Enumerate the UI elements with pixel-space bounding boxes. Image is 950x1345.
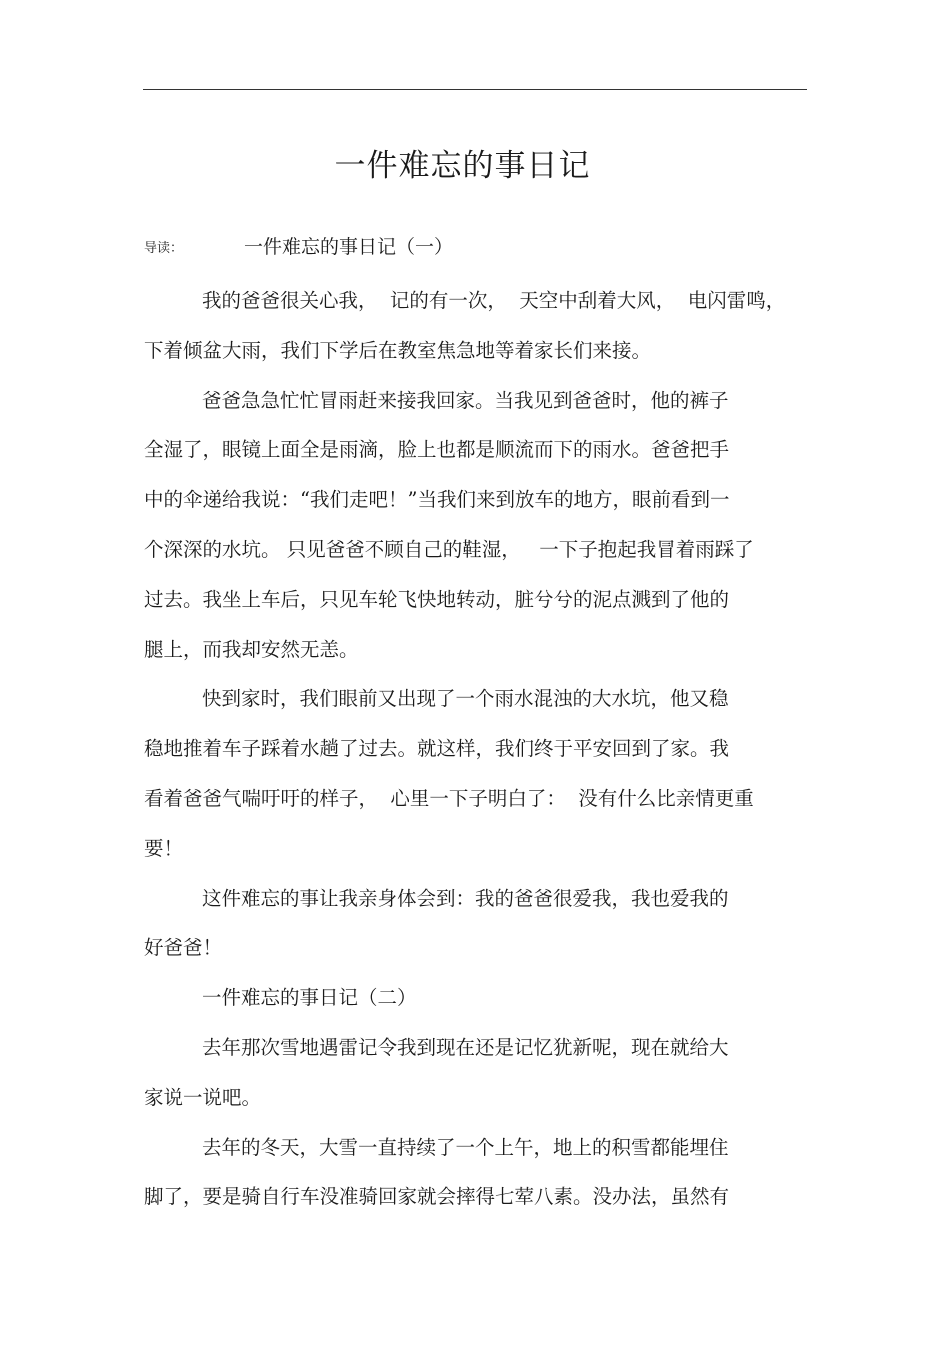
text-line: 要！ (144, 836, 184, 860)
text-line: 看着爸爸气喘吁吁的样子， 心里一下子明白了： 没有什么比亲情更重 (144, 786, 754, 810)
text-line: 去年的冬天，大雪一直持续了一个上午，地上的积雪都能埋住 (202, 1135, 729, 1159)
text-line: 脚了，要是骑自行车没准骑回家就会摔得七荤八素。没办法，虽然有 (144, 1185, 730, 1209)
text-line: 过去。我坐上车后，只见车轮飞快地转动，脏兮兮的泥点溅到了他的 (144, 587, 730, 611)
header-rule (143, 89, 807, 90)
text-line: 爸爸急急忙忙冒雨赶来接我回家。当我见到爸爸时，他的裤子 (202, 388, 729, 412)
text-line: 快到家时，我们眼前又出现了一个雨水混浊的大水坑，他又稳 (202, 687, 729, 711)
text-line: 腿上，而我却安然无恙。 (144, 637, 359, 661)
text-line: 这件难忘的事让我亲身体会到：我的爸爸很爱我，我也爱我的 (202, 886, 729, 910)
text-line: 我的爸爸很关心我， 记的有一次， 天空中刮着大风， 电闪雷鸣， (202, 289, 786, 312)
text-line: 下着倾盆大雨，我们下学后在教室焦急地等着家长们来接。 (144, 338, 652, 362)
text-line: 全湿了，眼镜上面全是雨滴，脸上也都是顺流而下的雨水。爸爸把手 (144, 438, 730, 462)
body-text (144, 276, 812, 1222)
text-line: 个深深的水坑。 只见爸爸不顾自己的鞋湿， 一下子抱起我冒着雨踩了 (144, 537, 754, 561)
page-title: 一件难忘的事日记 (334, 148, 591, 184)
section-heading: 一件难忘的事日记（一） (244, 236, 454, 258)
text-line: 一件难忘的事日记（二） (202, 986, 417, 1010)
text-line: 稳地推着车子踩着水趟了过去。就这样，我们终于平安回到了家。我 (144, 737, 730, 761)
text-line: 中的伞递给我说：“我们走吧！”当我们来到放车的地方，眼前看到一 (144, 488, 730, 512)
text-line: 家说一说吧。 (144, 1085, 262, 1109)
intro-label: 导读： (144, 241, 184, 256)
text-line: 好爸爸！ (144, 936, 223, 960)
text-line: 去年那次雪地遇雷记令我到现在还是记忆犹新呢，现在就给大 (202, 1035, 729, 1059)
